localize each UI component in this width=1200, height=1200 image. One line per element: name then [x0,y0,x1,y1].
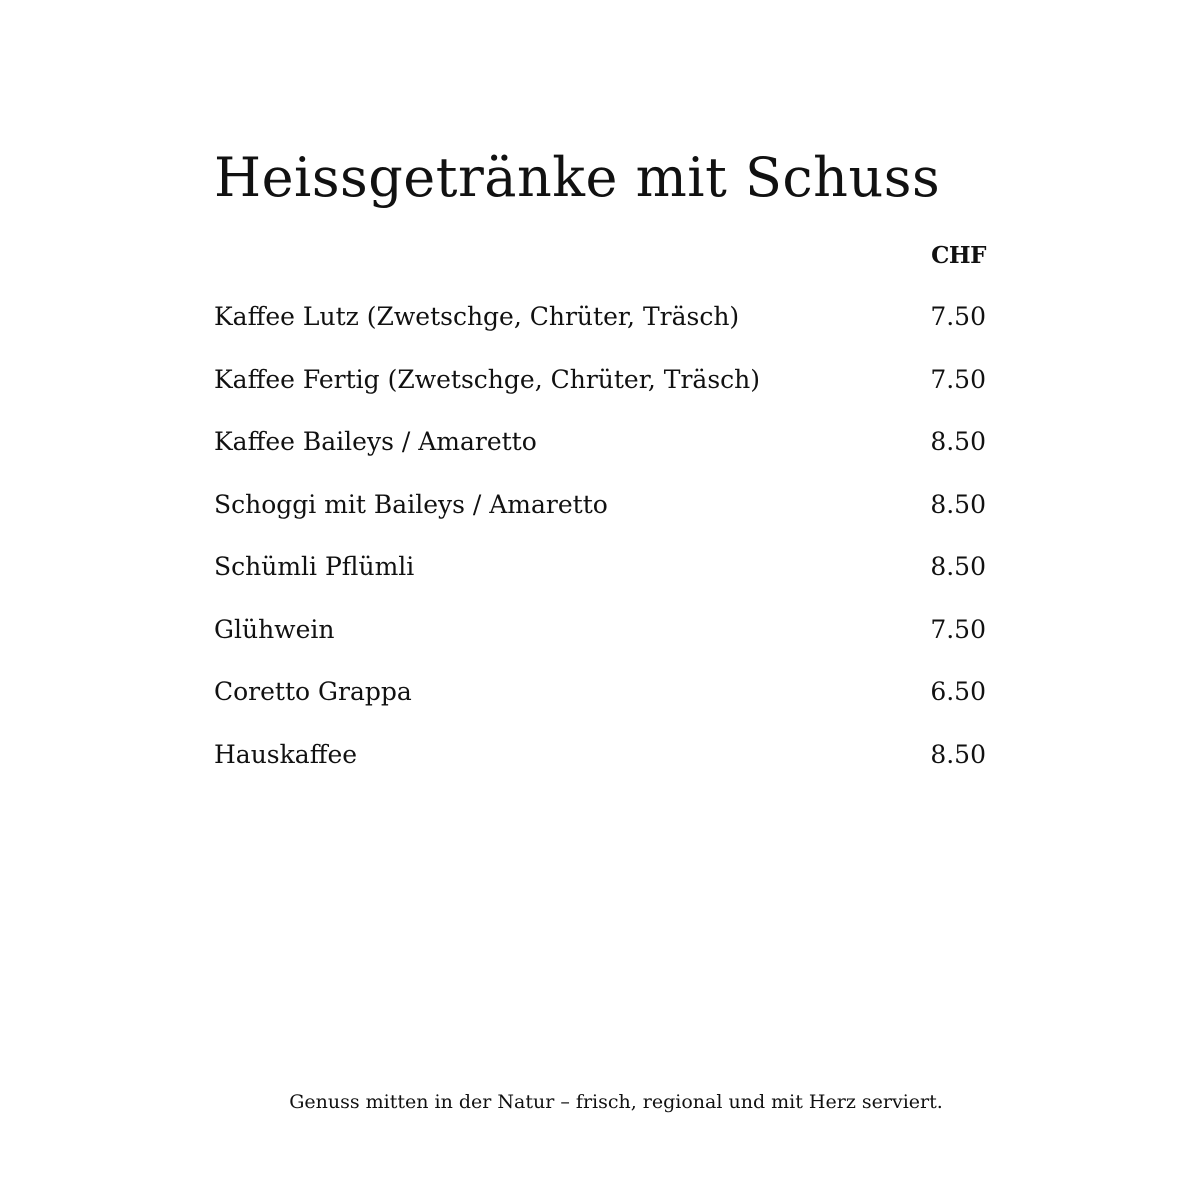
menu-list [214,295,986,795]
item-price: 6.50 [930,677,986,706]
item-price: 8.50 [930,552,986,581]
item-name: Schümli Pflümli [214,552,415,581]
item-name: Kaffee Fertig (Zwetschge, Chrüter, Träsch) [214,364,761,394]
item-name: Kaffee Baileys / Amaretto [214,427,537,456]
menu-item [214,420,986,483]
menu-item [214,295,986,358]
menu-item [214,733,986,796]
item-name: Coretto Grappa [214,677,412,706]
menu-item [214,358,986,421]
item-price: 7.50 [930,364,986,394]
item-price: 8.50 [930,427,986,456]
item-price: 8.50 [930,739,986,769]
item-price: 8.50 [930,489,986,519]
menu-item [214,670,986,733]
menu-item [214,608,986,671]
item-name: Glühwein [214,614,335,644]
menu-item [214,483,986,546]
item-price: 7.50 [930,302,986,331]
menu-item [214,545,986,608]
item-name: Hauskaffee [214,739,358,769]
item-price: 7.50 [930,614,986,644]
currency-header: CHF [931,242,986,269]
page-title: Heissgetränke mit Schuss [214,146,941,209]
footer-tagline: Genuss mitten in der Natur – frisch, regional und mit Herz serviert. [289,1091,943,1113]
item-name: Kaffee Lutz (Zwetschge, Chrüter, Träsch) [214,302,740,331]
item-name: Schoggi mit Baileys / Amaretto [214,489,608,519]
